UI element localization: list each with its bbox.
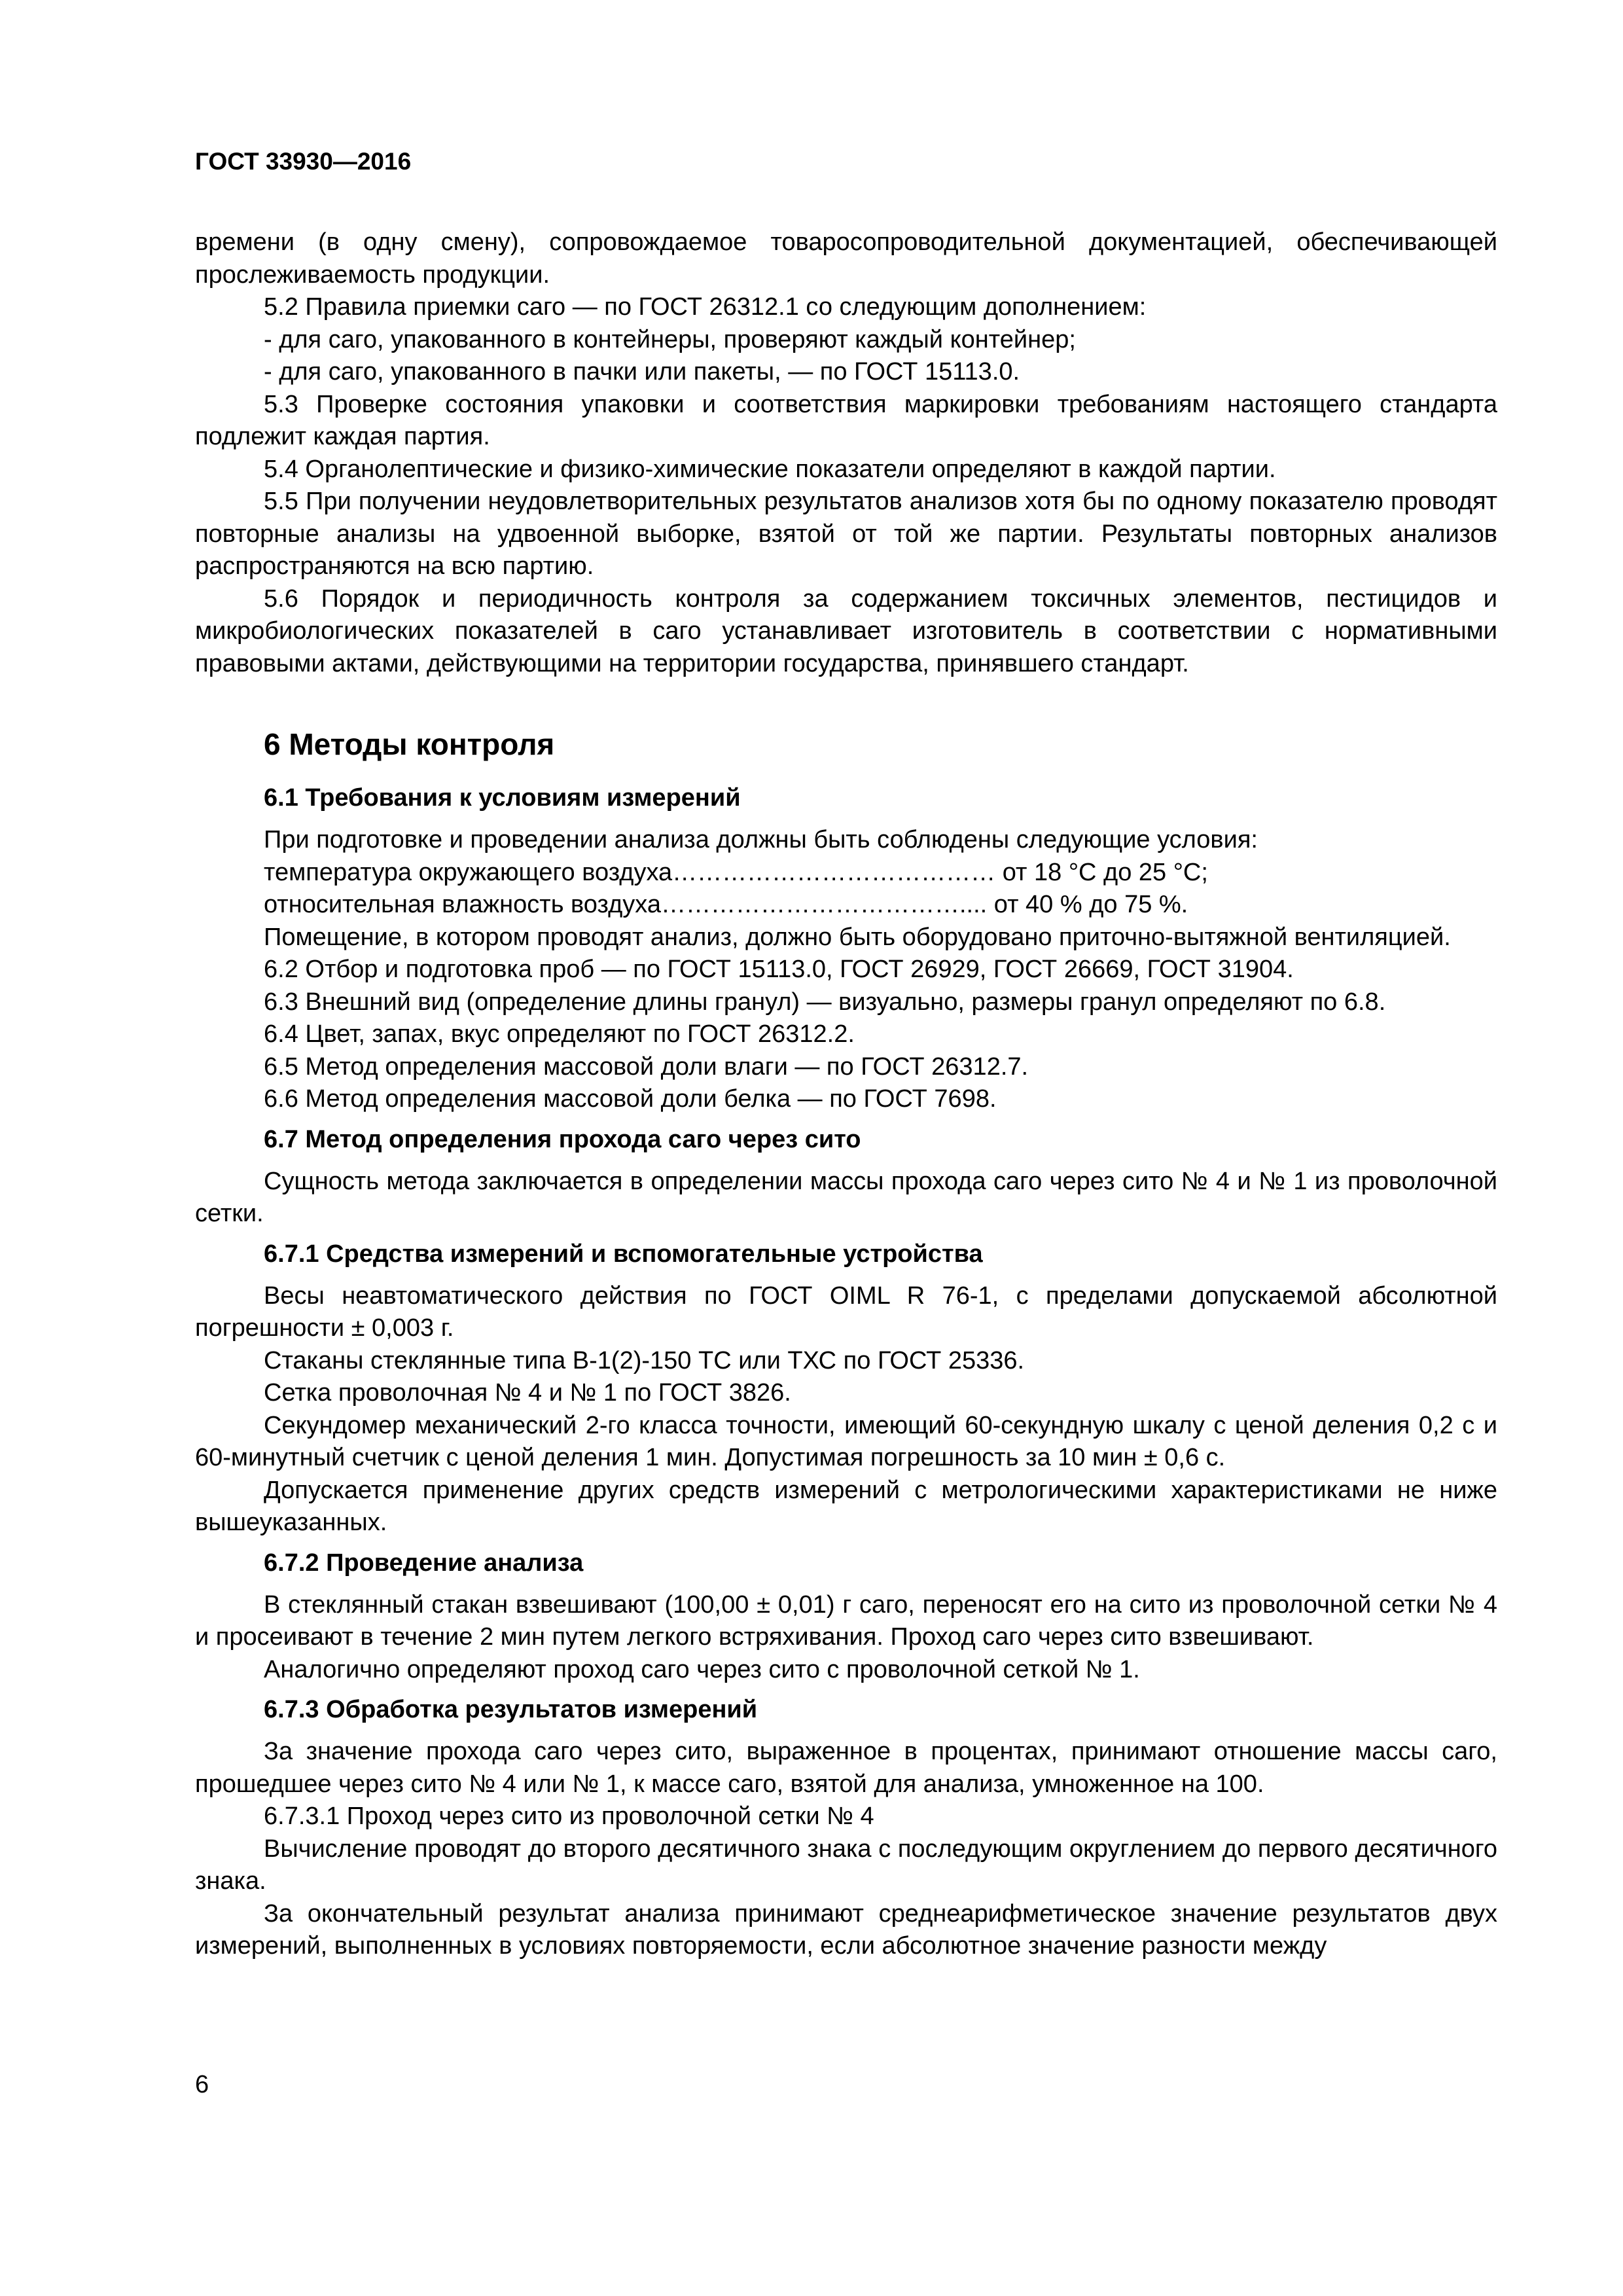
- paragraph: Весы неавтоматического действия по ГОСТ OIML R 76-1, с пределами допускаемой абсолютной погрешности ± 0,003 г.: [195, 1282, 1497, 1342]
- list-item: - для саго, упакованного в пачки или пакеты, — по ГОСТ 15113.0.: [264, 358, 1020, 386]
- paragraph: 6.7.3.1 Проход через сито из проволочной сетки № 4: [264, 1803, 874, 1830]
- paragraph: 6.4 Цвет, запах, вкус определяют по ГОСТ 26312.2.: [264, 1020, 855, 1048]
- list-item: - для саго, упакованного в контейнеры, проверяют каждый контейнер;: [264, 325, 1076, 353]
- subsection-heading: 6.7.2 Проведение анализа: [264, 1549, 584, 1577]
- paragraph: Вычисление проводят до второго десятичного знака с последующим округлением до первого десятичного знака.: [195, 1835, 1497, 1895]
- paragraph: За окончательный результат анализа принимают среднеарифметическое значение результатов двух измерений, выполненных в условиях повторяемости, если абсолютное значение разности между: [195, 1899, 1497, 1960]
- paragraph: 5.3 Проверке состояния упаковки и соответствия маркировки требованиям настоящего стандарта подлежит каждая партия.: [195, 390, 1497, 450]
- subsection-heading: 6.7.1 Средства измерений и вспомогательные устройства: [264, 1240, 983, 1268]
- paragraph: Аналогично определяют проход саго через сито с проволочной сеткой № 1.: [264, 1655, 1140, 1683]
- paragraph: В стеклянный стакан взвешивают (100,00 ± 0,01) г саго, переносят его на сито из проволочной сетки № 4 и просеивают в течение 2 мин путем легкого встряхивания. Проход саго через сито взвешивают.: [195, 1590, 1497, 1651]
- paragraph: времени (в одну смену), сопровождаемое товаросопроводительной документацией, обеспечивающей прослеживаемость продукции.: [195, 228, 1497, 289]
- page-number: 6: [195, 2071, 209, 2098]
- section-heading: 6 Методы контроля: [264, 727, 555, 761]
- subsection-heading: 6.1 Требования к условиям измерений: [264, 784, 741, 812]
- paragraph: 5.6 Порядок и периодичность контроля за содержанием токсичных элементов, пестицидов и микробиологических показателей в саго устанавливает изготовитель в соответствии с нормативными правовыми актами, действующими на территории государства, принявшего стандарт.: [195, 584, 1497, 677]
- document-body: [195, 226, 1497, 1963]
- subsection-heading: 6.7.3 Обработка результатов измерений: [264, 1696, 758, 1723]
- paragraph: 6.3 Внешний вид (определение длины гранул) — визуально, размеры гранул определяют по 6.8.: [264, 988, 1386, 1016]
- paragraph: Секундомер механический 2-го класса точности, имеющий 60-секундную шкалу с ценой деления 0,2 с и 60-минутный счетчик с ценой деления 1 мин. Допустимая погрешность за 10 мин ± 0,6 с.: [195, 1411, 1497, 1471]
- paragraph: Помещение, в котором проводят анализ, должно быть оборудовано приточно-вытяжной вентиляцией.: [264, 923, 1451, 951]
- paragraph: температура окружающего воздуха………………………………… от 18 °С до 25 °С;: [264, 858, 1208, 886]
- paragraph: 5.2 Правила приемки саго — по ГОСТ 26312.1 со следующим дополнением:: [264, 293, 1147, 321]
- paragraph: Сетка проволочная № 4 и № 1 по ГОСТ 3826.: [264, 1379, 791, 1407]
- paragraph: 5.5 При получении неудовлетворительных результатов анализов хотя бы по одному показателю проводят повторные анализы на удвоенной выборке, взятой от той же партии. Результаты повторных анализов распространяются на всю партию.: [195, 488, 1497, 580]
- paragraph: При подготовке и проведении анализа должны быть соблюдены следующие условия:: [264, 826, 1258, 853]
- paragraph: За значение прохода саго через сито, выраженное в процентах, принимают отношение массы саго, прошедшее через сито № 4 или № 1, к массе саго, взятой для анализа, умноженное на 100.: [195, 1738, 1497, 1798]
- paragraph: относительная влажность воздуха……………………………….... от 40 % до 75 %.: [264, 891, 1188, 918]
- paragraph: Стаканы стеклянные типа В-1(2)-150 ТС или ТХС по ГОСТ 25336.: [264, 1346, 1025, 1374]
- paragraph: 6.5 Метод определения массовой доли влаги — по ГОСТ 26312.7.: [264, 1052, 1029, 1081]
- paragraph: 5.4 Органолептические и физико-химические показатели определяют в каждой партии.: [264, 455, 1276, 483]
- paragraph: Допускается применение других средств измерений с метрологическими характеристиками не ниже вышеуказанных.: [195, 1476, 1497, 1536]
- paragraph: 6.2 Отбор и подготовка проб — по ГОСТ 15113.0, ГОСТ 26929, ГОСТ 26669, ГОСТ 31904.: [264, 956, 1294, 983]
- paragraph: 6.6 Метод определения массовой доли белка — по ГОСТ 7698.: [264, 1085, 997, 1113]
- paragraph: Сущность метода заключается в определении массы прохода саго через сито № 4 и № 1 из проволочной сетки.: [195, 1167, 1497, 1227]
- subsection-heading: 6.7 Метод определения прохода саго через сито: [264, 1125, 861, 1153]
- document-header-id: ГОСТ 33930—2016: [195, 148, 412, 175]
